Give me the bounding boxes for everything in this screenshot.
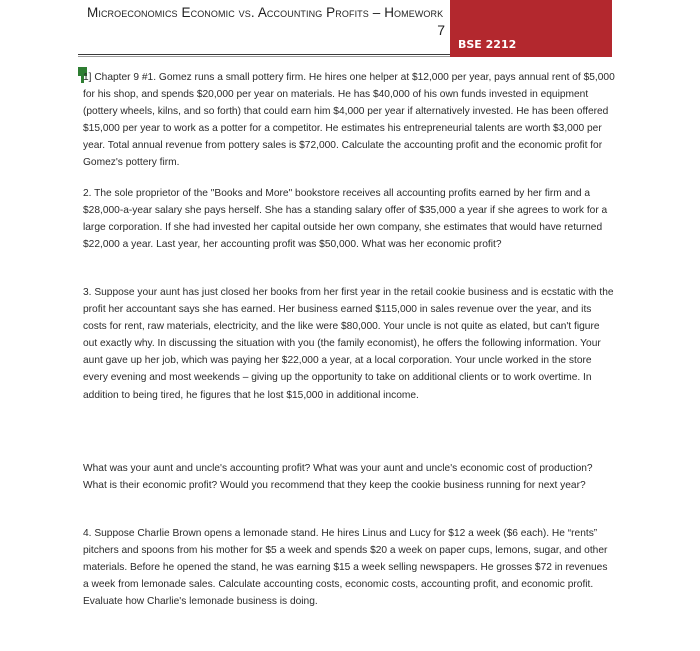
homework-number: 7 [437, 22, 445, 38]
course-code: BSE 2212 [458, 38, 517, 51]
question-4: 4. Suppose Charlie Brown opens a lemonade stand. He hires Linus and Lucy for $12 a week ($6 each). He “rents” pitchers and spoons from his mother for $5 a week and spends $20 a week on paper cups, lemons, sugar, and other materials. Before he opened the stand, he was earning $15 a week selling newspapers. He grosses $72 in revenues a week from lemonade sales. Calculate accounting costs, economic costs, accounting profit, and economic profit. Evaluate how Charlie's lemonade business is doing. [83, 528, 608, 608]
title-dash: – [368, 5, 385, 20]
question-1: 1] Chapter 9 #1. Gomez runs a small pottery firm. He hires one helper at $12,000 per year, pays annual rent of $5,000 for his shop, and spends $20,000 per year on materials. He has $40,000 of his own funds invested in equipment (pottery wheels, kilns, and so forth) that could earn him $4,000 per year if alternatively invested. He has been offered $15,000 per year to work as a potter for a competitor. He estimates his entrepreneurial talents are worth $3,000 per year. Total annual revenue from pottery sales is $72,000. Calculate the accounting profit and the economic profit for Gomez's pottery firm. [83, 72, 615, 169]
document-title [87, 5, 445, 21]
header-divider [78, 54, 450, 55]
title-part-1: Microeconomics Economic vs. Accounting Profits [87, 5, 369, 20]
header-divider-thin [78, 56, 450, 57]
title-part-2: Homework [384, 5, 444, 20]
question-3: 3. Suppose your aunt has just closed her books from her first year in the retail cookie business and is ecstatic with the profit her accountant says she has earned. Her business earned $115,000 in sales revenue over the year, and its costs for rent, raw materials, electricity, and the like were $80,000. Your uncle is not quite as elated, but can't figure out exactly why. In discussing the situation with you (the family economist), he offers the following information. Your aunt gave up her job, which was paying her $22,000 a year, at a local corporation. Your uncle worked in the store every evening and most weekends – giving up the opportunity to take on additional clients or to work overtime. In addition to being tired, he figures that he lost $15,000 in additional income. [83, 287, 614, 401]
question-2: 2. The sole proprietor of the "Books and More" bookstore receives all accounting profits earned by her firm and a $28,000-a-year salary she pays herself. She has a standing salary offer of $35,000 a year if she agrees to work for a large corporation. If she had invested her capital outside her own company, she estimates that would have returned $22,000 a year. Last year, her accounting profit was $50,000. What was her economic profit? [83, 188, 608, 251]
question-3-followup: What was your aunt and uncle's accounting profit? What was your aunt and uncle's economic cost of production? What is their economic profit? Would you recommend that they keep the cookie business running for next year? [83, 463, 593, 492]
course-code-banner [450, 0, 612, 57]
